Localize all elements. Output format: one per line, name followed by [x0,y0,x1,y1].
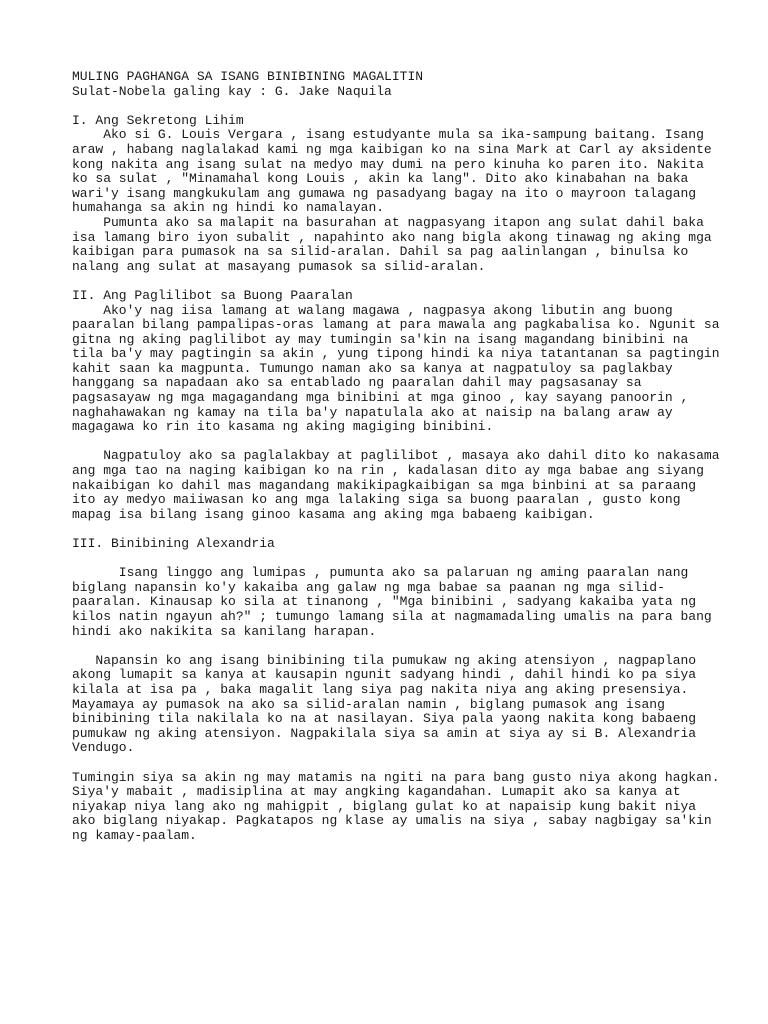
paragraph [72,769,720,844]
text-line: Napansin ko ang isang binibining tila pumukaw ng aking atensiyon , nagpaplano [72,652,697,668]
text-line: Ako'y nag iisa lamang at walang magawa , nagpasya akong libutin ang buong [72,302,673,318]
text-line: binibining tila nakilala ko na at nasilayan. Siya pala yaong nakita kong babaeng [72,711,697,727]
text-line: gitna ng aking paglilibot ay may tumingin sa'kin na isang magandang binibini na [72,331,689,347]
paragraph [72,654,712,756]
paragraph [72,448,720,522]
paragraph [72,216,712,274]
section-1 [72,114,712,275]
spacer [72,552,712,567]
text-line: paaralan bilang pampalipas-oras lamang at para mawala ang pagkabalisa ko. Ngunit sa [72,317,720,333]
text-line: Ako si G. Louis Vergara , isang estudyante mula sa ika-sampung baitang. Isang [72,127,704,143]
text-line: kilos natin ngayun ah?" ; tumungo lamang sila at nagmamadaling umalis na para bang [72,608,712,624]
spacer [72,756,712,771]
text-line: kilala at isa pa , baka magalit lang siya pag nakita niya ang aking presensiya. [72,681,689,697]
text-line: niyakap niya lang ako ng mahigpit , biglang gulat ko at napaisip kung bakit niya [72,798,697,814]
text-line: kong nakita ang isang sulat na medyo may dumi na pero kinuha ko paren ito. Nakita [72,156,704,172]
text-line: akong lumapit sa kanya at kausapin ngunit sadyang hindi , dahil hindi ko pa siya [72,667,697,683]
section-3 [72,536,720,843]
text-line: Pumunta ako sa malapit na basurahan at nagpasyang itapon ang sulat dahil baka [72,214,704,230]
text-line: magagawa ko rin ito kasama ng aking magiging binibini. [72,419,494,435]
text-line: araw , habang naglalakad kami ng mga kaibigan ko na sina Mark at Carl ay aksidente [72,141,712,157]
text-line: Tumingin siya sa akin ng may matamis na ngiti na para bang gusto niya akong hagkan. [72,769,720,785]
text-line: mapag isa bilang isang ginoo kasama ang aking mga babaeng kaibigan. [72,506,595,522]
paragraph [72,566,712,639]
section-2 [72,287,720,523]
text-line: naghahawakan ng kamay na tila ba'y napatulala ako at naisip na balang araw ay [72,404,673,420]
text-line: hanggang sa napadaan ako sa entablado ng paaralan dahil may pagsasanay sa [72,375,642,391]
spacer [72,522,712,537]
text-line: nalang ang sulat at masayang pumasok sa silid-aralan. [72,258,486,274]
text-line: tila ba'y may pagtingin sa akin , yung tipong hindi ka niya tatantanan sa pagtingin [72,346,720,362]
text-line: ito ay medyo maiiwasan ko ang mga lalaking siga sa buong paaralan , gusto kong [72,492,681,508]
text-line: Vendugo. [72,740,135,756]
text-line: kaibigan para pumasok na sa silid-aralan. Dahil sa pag aalinlangan , binulsa ko [72,244,689,260]
document-page [72,69,720,843]
section-heading: II. Ang Paglilibot sa Buong Paaralan [72,287,353,303]
text-line: paaralan. Kinausap ko sila at tinanong , "Mga binibini , sadyang kakaiba yata ng [72,594,697,610]
text-line: humahanga sa akin ng hindi ko namalayan. [72,200,385,216]
spacer [72,639,712,654]
spacer [72,99,712,114]
text-line: ng kamay-paalam. [72,827,197,843]
text-line: nakaibigan ko dahil mas magandang makikipagkaibigan sa mga binbini at sa paraang [72,477,697,493]
text-line: pumukaw ng aking atensiyon. Nagpakilala siya sa amin at siya ay si B. Alexandria [72,725,697,741]
text-line: Isang linggo ang lumipas , pumunta ako sa palaruan ng aming paaralan nang [72,565,689,581]
section-heading: I. Ang Sekretong Lihim [72,112,244,128]
document-byline: Sulat-Nobela galing kay : G. Jake Naquila [72,83,392,99]
text-line: ko sa sulat , "Minamahal kong Louis , akin ka lang". Dito ako kinabahan na baka [72,171,689,187]
text-line: ako biglang niyakap. Pagkatapos ng klase ay umalis na siya , sabay nagbigay sa'kin [72,813,712,829]
spacer [72,274,712,289]
text-line: biglang napansin ko'y kakaiba ang galaw ng mga babae sa paanan ng mga silid- [72,579,665,595]
section-heading: III. Binibining Alexandria [72,536,275,551]
text-line: Mayamaya ay pumasok na ako sa silid-aralan namin , biglang pumasok ang isang [72,696,665,712]
text-line: pagsasayaw ng mga magagandang mga binibini at mga ginoo , kay sayang panoorin , [72,390,689,406]
text-line: isa lamang biro iyon subalit , napahinto ako nang bigla akong tinawag ng aking mga [72,229,712,245]
text-line: Nagpatuloy ako sa paglalakbay at paglilibot , masaya ako dahil dito ko nakasama [72,448,720,464]
text-line: kahit saan ka magpunta. Tumungo naman ako sa kanya at nagpatuloy sa paglakbay [72,360,673,376]
text-line: wari'y isang mangkukulam ang gumawa ng pasadyang bagay na ito o mayroon talagang [72,185,697,201]
document-title: MULING PAGHANGA SA ISANG BINIBINING MAGALITIN [72,69,424,84]
text-line: hindi ako nakikita sa kanilang harapan. [72,623,377,639]
paragraph [72,302,720,435]
text-line: ang mga tao na naging kaibigan ko na rin , kadalasan dito ay mga babae ang siyang [72,463,704,479]
text-line: Siya'y mabait , madisiplina at may angking kagandahan. Lumapit ako sa kanya at [72,784,681,800]
spacer [72,435,712,450]
paragraph [72,128,712,216]
